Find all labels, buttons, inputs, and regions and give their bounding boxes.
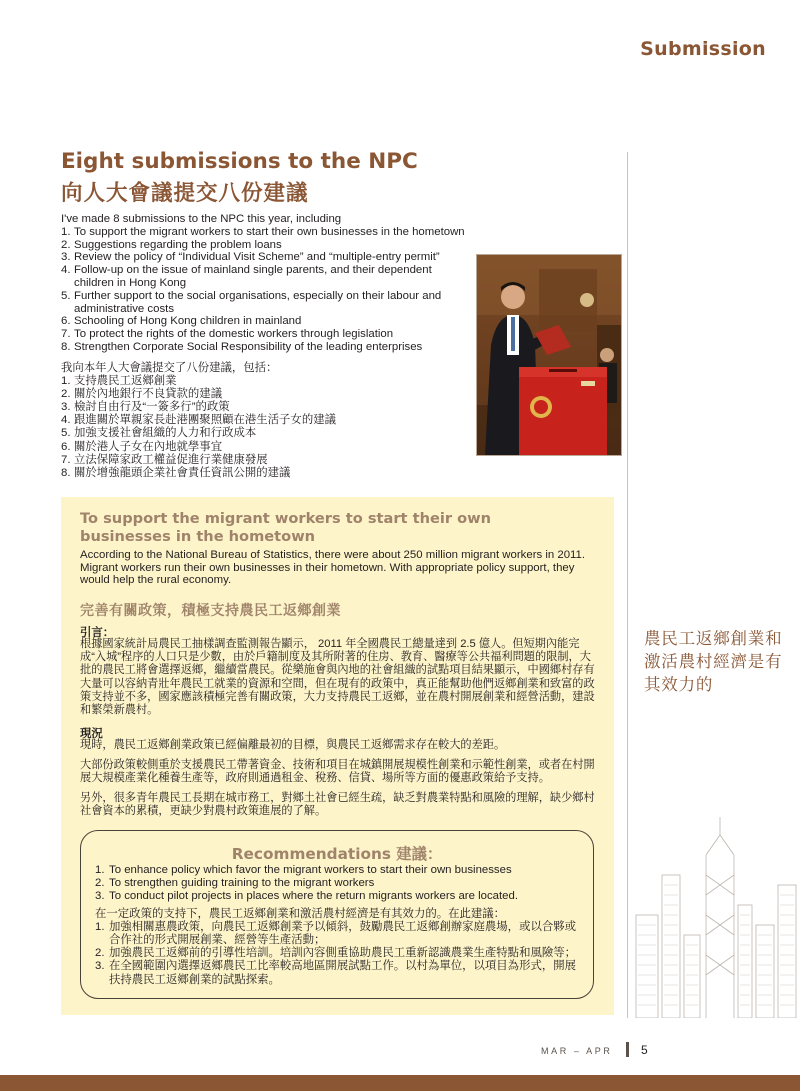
list-item: 3. To conduct pilot projects in places where the return migrants workers are located. <box>95 890 518 903</box>
list-item: 3. 在全國範圍內選擇返鄉農民工比率較高地區開展試點工作。以村為單位，以項目為形式，開展扶持農民工返鄉創業的試點探索。 <box>95 960 577 986</box>
recommendations-title: Recommendations 建議： <box>231 845 443 863</box>
list-item: 2. 關於內地銀行不良貸款的建議 <box>61 388 223 401</box>
list-item: 1. 加強相關惠農政策，向農民工返鄉創業予以傾斜，鼓勵農民工返鄉創辦家庭農場，或以合夥或合作社的形式開展創業、經營等生產活動； <box>95 920 577 947</box>
bottom-band <box>0 1075 800 1091</box>
list-item: 6. Schooling of Hong Kong children in mainland <box>61 315 302 328</box>
intro-paragraph: 根據國家統計局農民工抽樣調查監測報告顯示， 2011 年全國農民工總量達到 2.5 億人。但短期內能完成“入城”程序的人口只是少數，由於戶籍制度及其所附著的住房、教育、醫療等公共福利問題的限制，大批的農民工將會選擇返鄉，繼續當農民。從樂施會與內地的社會組織的試點項目結果顯示，中國鄉村存有大量可以容納青壯年農民工就業的資源和空間，但在現有的政策中，真正能幫助他們返鄉創業和致富的政策支持並不多，國家應該積極完善有關政策，大力支持農民工返鄉，並在農村開展創業和經營活動，建設和繁榮新農村。 <box>80 638 595 717</box>
list-item: 5. Further support to the social organisations, especially on their labour and administrative costs <box>61 289 442 315</box>
list-item: 6. 關於港人子女在內地就學事宜 <box>61 440 223 453</box>
migrant-body-en: According to the National Bureau of Statistics, there were about 250 million migrant workers in 2011. Migrant workers run their own businesses in their hometown. With appropriate policy support, they would help the rural economy. <box>80 549 586 587</box>
list-item: 8. 關於增強龍頭企業社會責任資訊公開的建議 <box>61 466 291 479</box>
issue-label: MAR – APR <box>541 1046 613 1056</box>
column-divider <box>627 152 628 1018</box>
list-item: 2. To strengthen guiding training to the migrant workers <box>95 877 375 890</box>
skyline-illustration <box>630 815 800 1018</box>
list-item: 1. To support the migrant workers to start their own businesses in the hometown <box>61 225 465 238</box>
status-heading: 現況 <box>80 728 103 740</box>
list-item: 4. Follow-up on the issue of mainland single parents, and their dependent children in Hong Kong <box>61 264 432 289</box>
pull-quote: 農民工返鄉創業和激活農村經濟是有其效力的 <box>644 630 783 694</box>
status-paragraph-2: 大部份政策較側重於支援農民工帶著資金、技術和項目在城鎮開展規模性創業和示範性創業，或者在村開展大規模產業化種養生產等，政府則通過租金、稅務、信貸、場所等方面的優惠政策給予支持。 <box>80 759 595 785</box>
recommendations-box <box>80 830 594 999</box>
list-item: 1. 支持農民工返鄉創業 <box>61 375 177 388</box>
list-item: 4. 跟進關於單親家長赴港團聚照顧在港生活子女的建議 <box>61 414 336 427</box>
list-item: 7. 立法保障家政工權益促進行業健康發展 <box>61 453 268 466</box>
recommendations-list <box>95 864 585 987</box>
intro-zh-list <box>61 375 461 480</box>
article-title-zh: 向人大會議提交八份建議 <box>61 181 309 205</box>
list-item: 3. 檢討自由行及“一簽多行”的政策 <box>61 401 230 414</box>
list-item: 8. Strengthen Corporate Social Responsibility of the leading enterprises <box>61 340 423 353</box>
intro-en-list <box>61 226 481 354</box>
footer-divider <box>626 1042 629 1057</box>
list-item: 7. To protect the rights of the domestic workers through legislation <box>61 328 394 341</box>
status-paragraph-3: 另外，很多青年農民工長期在城市務工，對鄉土社會已經生疏，缺乏對農業特點和風險的理解，缺少鄉村社會資本的累積，更缺少對農村政策進展的了解。 <box>80 792 595 818</box>
migrant-title-zh: 完善有關政策，積極支持農民工返鄉創業 <box>80 602 341 618</box>
list-item: 1. To enhance policy which favor the migrant workers to start their own businesses <box>95 864 512 876</box>
intro-zh-lead: 我向本年人大會議提交了八份建議，包括： <box>61 362 278 374</box>
article-title-en: Eight submissions to the NPC <box>61 149 418 174</box>
intro-heading: 引言： <box>80 627 115 639</box>
ballot-box-photo <box>476 254 622 456</box>
status-paragraph-1: 現時，農民工返鄉創業政策已經偏離最初的目標，與農民工返鄉需求存在較大的差距。 <box>80 739 506 751</box>
intro-en-lead: I've made 8 submissions to the NPC this year, including <box>61 213 342 225</box>
section-label: Submission <box>640 38 766 60</box>
recommendations-en <box>95 864 585 904</box>
intro-zh <box>61 362 461 480</box>
list-item: 2. Suggestions regarding the problem loans <box>61 238 282 251</box>
list-item: 2. 加強農民工返鄉前的引導性培訓。培訓內容側重協助農民工重新認識農業生產特點和風險等； <box>95 947 577 960</box>
page-number: 5 <box>641 1043 648 1057</box>
recommendations-intro-zh: 在一定政策的支持下，農民工返鄉創業和激活農村經濟是有其效力的。在此建議： <box>95 907 506 920</box>
recommendations-zh <box>95 921 585 987</box>
list-item: 3. Review the policy of “Individual Visit Scheme” and “multiple-entry permit” <box>61 251 440 264</box>
intro-en <box>61 213 481 354</box>
migrant-title-en: To support the migrant workers to start their own businesses in the hometown <box>80 510 492 545</box>
list-item: 5. 加強支援社會組織的人力和行政成本 <box>61 427 257 440</box>
